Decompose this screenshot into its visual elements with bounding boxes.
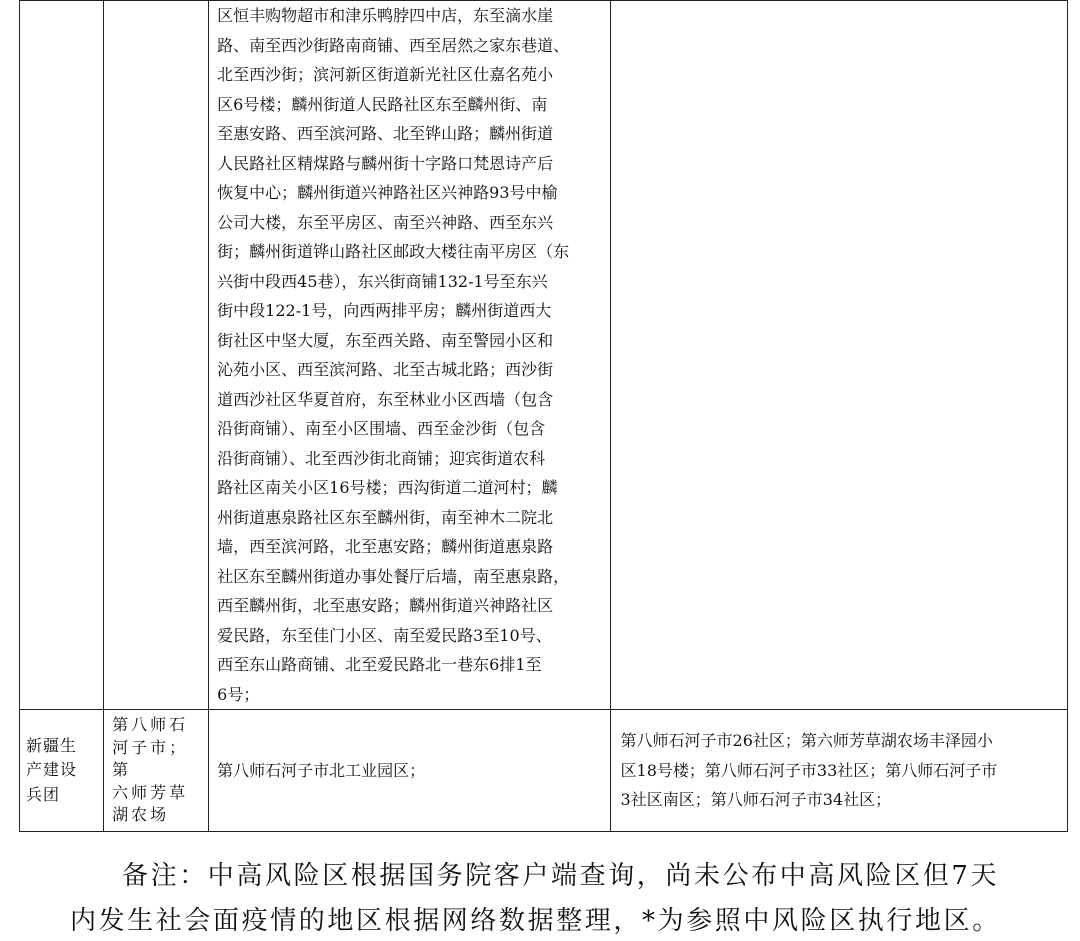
text-line: 街；麟州街道铧山路社区邮政大楼往南平房区（东	[217, 242, 570, 261]
text-line: 爱民路，东至佳门小区、南至爱民路3至10号、	[217, 625, 552, 645]
text-line: 兴街中段西45巷），东兴街商铺132-1号至东兴	[217, 271, 548, 291]
text-line: 路社区南关小区16号楼；西沟街道二道河村；麟	[217, 478, 558, 497]
high-risk-cell	[209, 710, 610, 832]
text-line: 6号；	[217, 684, 260, 704]
table-row	[20, 710, 1068, 832]
text-line: 街社区中坚大厦，东至西关路、南至警园小区和	[217, 330, 554, 350]
region-cell	[20, 710, 104, 832]
text-line: 六师芳草	[112, 782, 189, 802]
city-cell	[104, 710, 209, 832]
text-line: 区6号楼；麟州街道人民路社区东至麟州街、南	[217, 94, 548, 114]
note-line-2: 内发生社会面疫情的地区根据网络数据整理，*为参照中风险区执行地区。	[70, 906, 1001, 936]
region-cell	[20, 1, 104, 710]
city-cell	[104, 1, 209, 710]
note-line-1: 备注：中高风险区根据国务院客户端查询，尚未公布中高风险区但7天	[122, 861, 1000, 891]
text-line: 产建设	[26, 760, 78, 780]
region-name	[20, 734, 103, 808]
text-line: 湖农场	[112, 805, 170, 825]
text-line: 墙，西至滨河路，北至惠安路；麟州街道惠泉路	[217, 537, 554, 556]
text-line: 路、南至西沙街路南商铺、西至居然之家东巷道、	[217, 35, 570, 55]
high-risk-areas-text: 第八师石河子市北工业园区；	[217, 760, 426, 780]
text-line: 西至东山路商铺、北至爱民路北一巷东6排1至	[217, 655, 542, 674]
text-line: 第八师石	[112, 715, 189, 735]
high-risk-cell	[209, 1, 610, 710]
text-line: 至惠安路、西至滨河路、北至铧山路；麟州街道	[217, 124, 554, 143]
high-risk-areas-text	[209, 1, 609, 709]
text-line: 社区东至麟州街道办事处餐厅后墙，南至惠泉路，	[217, 566, 570, 586]
text-line: 西至麟州街，北至惠安路；麟州街道兴神路社区	[217, 596, 554, 615]
text-line: 人民路社区精煤路与麟州街十字路口梵恩诗产后	[217, 153, 554, 173]
risk-area-table	[19, 0, 1068, 832]
text-line: 沿街商铺）、北至西沙街北商铺；迎宾街道农科	[217, 448, 546, 468]
text-line: 河子市；第	[112, 737, 189, 780]
mid-risk-cell	[610, 1, 1067, 710]
text-line: 区恒丰购物超市和津乐鸭脖四中店，东至滴水崖	[217, 6, 554, 25]
text-line: 北至西沙街；滨河新区街道新光社区仕嘉名苑小	[217, 65, 554, 84]
text-line: 街中段122-1号，向西两排平房；麟州街道西大	[217, 301, 552, 320]
text-line: 道西沙社区华夏首府，东至林业小区西墙（包含	[217, 389, 554, 409]
text-line: 公司大楼，东至平房区、南至兴神路、西至东兴	[217, 212, 554, 232]
text-line: 恢复中心；麟州街道兴神路社区兴神路93号中榆	[217, 183, 558, 202]
text-line: 兵团	[26, 784, 61, 804]
text-line: 州街道惠泉路社区东至麟州街，南至神木二院北	[217, 507, 554, 527]
text-line: 沿街商铺）、南至小区围墙、西至金沙街（包含	[217, 419, 546, 438]
text-line: 沁苑小区、西至滨河路、北至古城北路；西沙街	[217, 360, 554, 379]
text-line: 新疆生	[26, 735, 78, 755]
text-line: 3社区南区；第八师石河子市34社区；	[620, 790, 892, 810]
mid-risk-cell	[610, 710, 1067, 832]
text-line: 第八师石河子市26社区；第六师芳草湖农场丰泽园小	[620, 731, 993, 751]
text-line: 区18号楼；第八师石河子市33社区；第八师石河子市	[620, 760, 998, 780]
table-row	[20, 1, 1068, 710]
city-name	[104, 714, 208, 827]
mid-risk-areas-text	[611, 726, 1067, 815]
